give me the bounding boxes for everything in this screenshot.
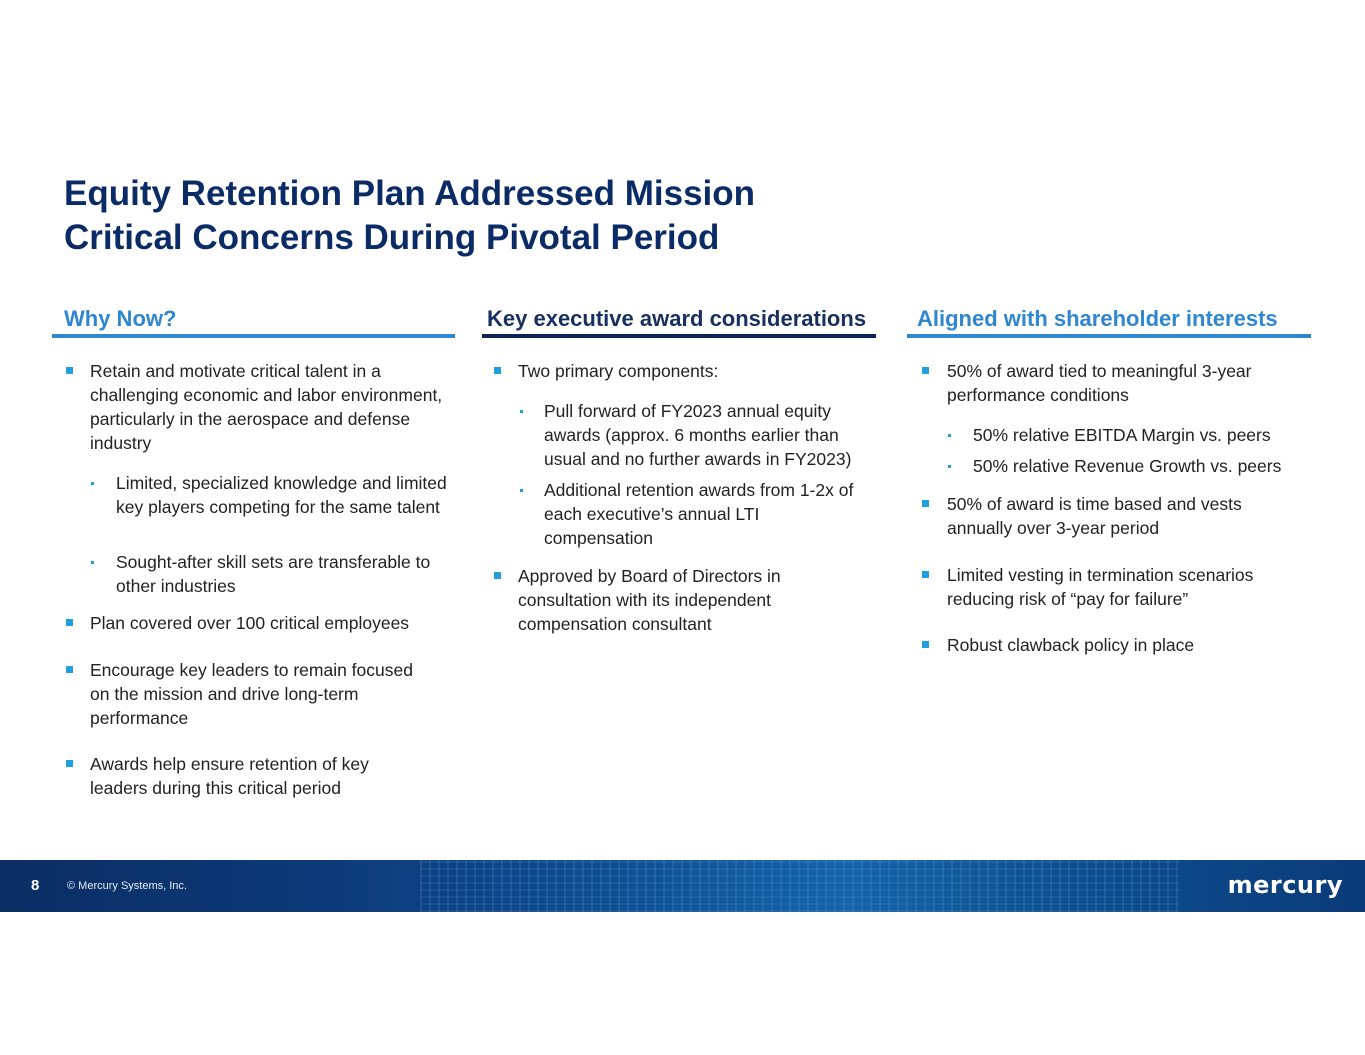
sub-bullet-item: Limited, specialized knowledge and limited key players competing for the same talent (52, 471, 447, 519)
column-aligned-shareholder (907, 300, 1311, 858)
sub-bullet-item: 50% relative EBITDA Margin vs. peers (907, 423, 1311, 447)
sub-bullet-item: 50% relative Revenue Growth vs. peers (907, 454, 1321, 478)
bullet-item: Plan covered over 100 critical employees (52, 611, 455, 635)
sub-bullet-item: Additional retention awards from 1-2x of each executive’s annual LTI compensation (482, 478, 866, 550)
column-why-now (52, 300, 455, 858)
column-key-executive-award (482, 300, 876, 858)
slide-title-line-2: Critical Concerns During Pivotal Period (64, 218, 720, 257)
copyright-text: © Mercury Systems, Inc. (67, 880, 187, 892)
column-heading: Why Now? (52, 300, 455, 338)
sub-bullet-item: Pull forward of FY2023 annual equity awards (approx. 6 months earlier than usual and no further awards in FY2023) (482, 399, 868, 471)
bullet-item: Encourage key leaders to remain focused on the mission and drive long-term performance (52, 658, 433, 730)
footer-bar (0, 860, 1365, 912)
sub-bullet-item: Sought-after skill sets are transferable to other industries (52, 550, 451, 598)
column-heading: Aligned with shareholder interests (907, 300, 1311, 338)
bullet-item: 50% of award tied to meaningful 3-year performance conditions (907, 359, 1291, 407)
bullet-item: Retain and motivate critical talent in a challenging economic and labor environment, particularly in the aerospace and defense industry (52, 359, 455, 455)
bullet-list (482, 338, 876, 858)
page-number: 8 (31, 877, 40, 894)
mercury-logo: mercury (1227, 871, 1343, 899)
bullet-item: Limited vesting in termination scenarios reducing risk of “pay for failure” (907, 563, 1281, 611)
bullet-list (52, 338, 455, 858)
bullet-item: 50% of award is time based and vests annually over 3-year period (907, 492, 1271, 540)
column-heading: Key executive award considerations (482, 300, 876, 338)
bullet-item: Robust clawback policy in place (907, 633, 1311, 657)
bullet-item: Approved by Board of Directors in consultation with its independent compensation consultant (482, 564, 816, 636)
bullet-list (907, 338, 1311, 858)
footer-texture (420, 860, 1180, 912)
slide-title-line-1: Equity Retention Plan Addressed Mission (64, 174, 756, 213)
slide-title (64, 172, 964, 260)
bullet-item: Two primary components: (482, 359, 876, 383)
bullet-item: Awards help ensure retention of key leaders during this critical period (52, 752, 395, 800)
